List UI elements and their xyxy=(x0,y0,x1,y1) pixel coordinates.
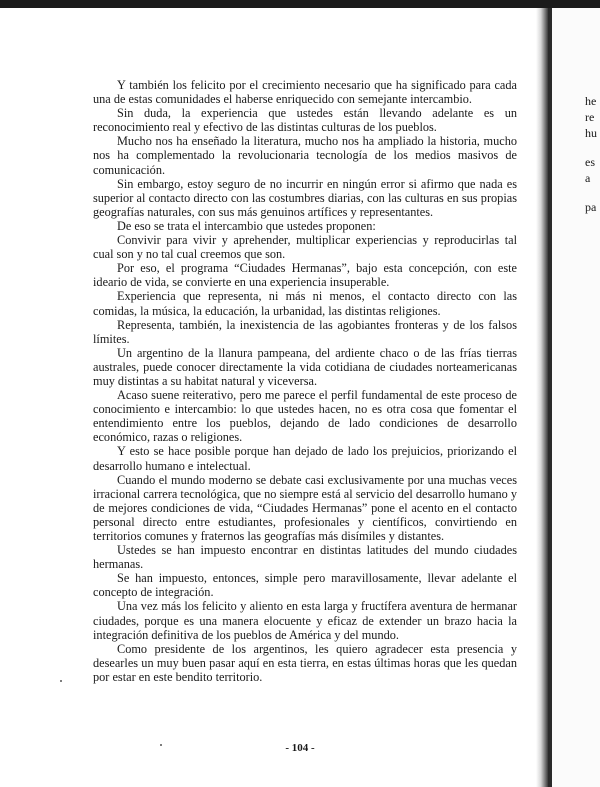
paragraph: Ustedes se han impuesto encontrar en distintas latitudes del mundo ciudades hermanas. xyxy=(93,543,517,572)
paragraph: Por eso, el programa “Ciudades Hermanas”, bajo esta concepción, con este ideario de vida, se convierte en una experiencia insuperable. xyxy=(93,261,517,290)
facing-page-fragment: re xyxy=(585,110,595,124)
facing-page-fragment: hu xyxy=(585,126,597,140)
facing-page-fragment: a xyxy=(585,171,591,185)
paragraph: Acaso suene reiterativo, pero me parece el perfil fundamental de este proceso de conocimiento e intercambio: lo que ustedes hacen, no es otra cosa que fomentar el entendimiento entre los pueblos, dejando de lado condiciones de desarrollo económico, razas o religiones. xyxy=(93,388,517,445)
paragraph: Un argentino de la llanura pampeana, del ardiente chaco o de las frías tierras australes, puede conocer directamente la vida cotidiana de ciudades norteamericanas muy distintas a su habitat natural y viceversa. xyxy=(93,345,517,388)
scan-top-edge xyxy=(0,0,600,8)
facing-page-fragment: pa xyxy=(585,200,597,214)
paragraph: Y esto se hace posible porque han dejado de lado los prejuicios, priorizando el desarrollo humano e intelectual. xyxy=(93,444,517,473)
scan-speck xyxy=(60,680,62,682)
paragraph: De eso se trata el intercambio que ustedes proponen: xyxy=(117,218,376,233)
paragraph: Sin embargo, estoy seguro de no incurrir en ningún error si afirmo que nada es superior al contacto directo con las costumbres diarias, con las culturas en sus propias geografías naturales, con sus más genuinos artífices y representantes. xyxy=(93,176,517,219)
facing-page-edge xyxy=(552,8,600,787)
paragraph: Una vez más los felicito y aliento en esta larga y fructífera aventura de hermanar ciudades, porque es una manera elocuente y eficaz de extender un brazo hacia la integración definitiva de los pueblos de América y del mundo. xyxy=(93,599,517,642)
book-spine-shadow xyxy=(536,8,548,787)
speech-body xyxy=(93,78,517,684)
facing-page-fragment: es xyxy=(585,155,595,169)
paragraph: Y también los felicito por el crecimiento necesario que ha significado para cada una de estas comunidades el haberse enriquecido con semejante intercambio. xyxy=(93,78,517,107)
paragraph: Se han impuesto, entonces, simple pero maravillosamente, llevar adelante el concepto de integración. xyxy=(93,571,517,600)
paragraph: Cuando el mundo moderno se debate casi exclusivamente por una muchas veces irracional carrera tecnológica, que no siempre está al servicio del desarrollo humano y de mejores condiciones de vida, “Ciudades Hermanas” pone el acento en el contacto personal directo entre estudiantes, profesionales y científicos, convirtiendo en territorios comunes y fraternos las geografías más disímiles y distantes. xyxy=(93,472,517,543)
paragraph: Como presidente de los argentinos, les quiero agradecer esta presencia y desearles un muy buen pasar aquí en esta tierra, en estas últimas horas que les quedan por estar en este bendito territorio. xyxy=(93,641,517,684)
page-number: - 104 - xyxy=(285,742,315,754)
paragraph: Experiencia que representa, ni más ni menos, el contacto directo con las comidas, la música, la educación, la urbanidad, las distintas religiones. xyxy=(93,289,517,318)
paragraph: Sin duda, la experiencia que ustedes están llevando adelante es un reconocimiento real y efectivo de las distintas culturas de los pueblos. xyxy=(93,106,517,135)
paragraph: Mucho nos ha enseñado la literatura, mucho nos ha ampliado la historia, mucho nos ha complementado la revolucionaria tecnología de los medios masivos de comunicación. xyxy=(93,134,517,177)
paragraph: Convivir para vivir y aprehender, multiplicar experiencias y reproducirlas tal cual son y no tal cual creemos que son. xyxy=(93,233,517,262)
paragraph: Representa, también, la inexistencia de las agobiantes fronteras y de los falsos límites. xyxy=(93,317,517,346)
facing-page-fragment: he xyxy=(585,94,597,108)
